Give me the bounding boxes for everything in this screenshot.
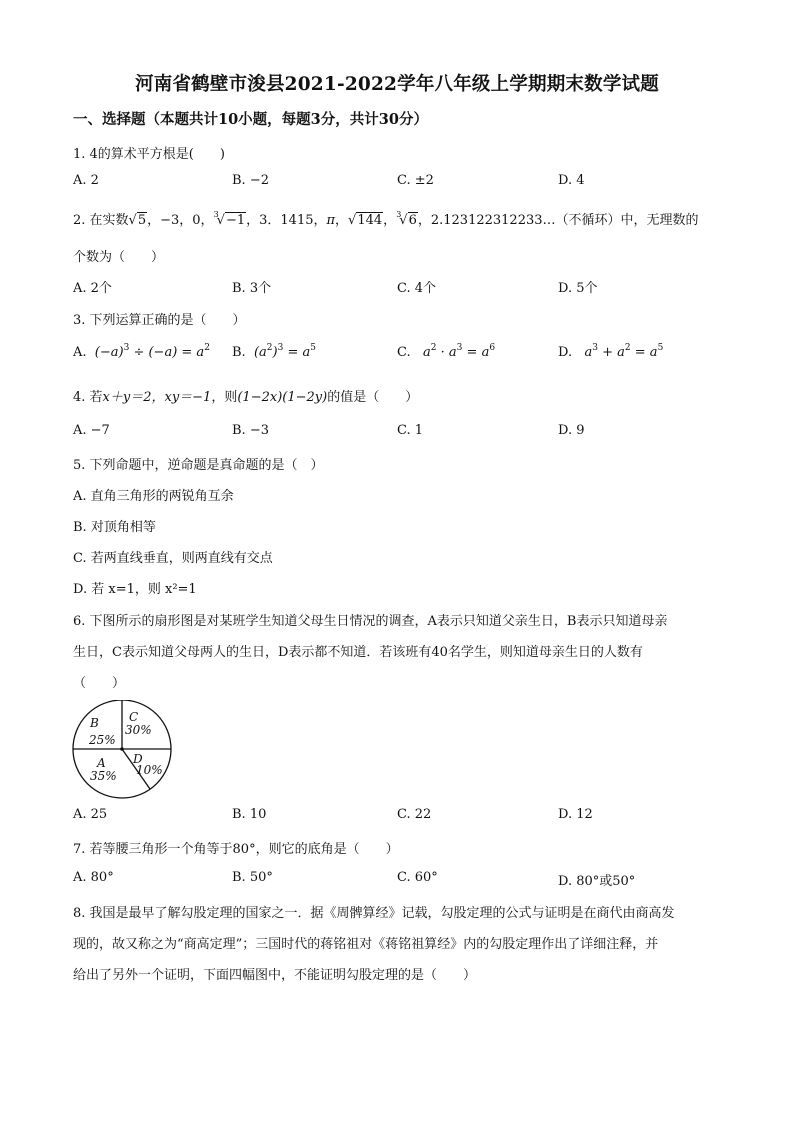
question-5-option-c: C. 若两直线垂直，则两直线有交点: [73, 551, 273, 566]
pie-percent-d: 10%: [136, 763, 163, 777]
question-5-option-d: D. 若 x=1，则 x²=1: [73, 582, 197, 597]
question-7-option-b: B. 50°: [232, 870, 273, 885]
question-4-option-c: C. 1: [397, 423, 424, 438]
question-4-stem: 4. 若x＋y＝2，xy＝−1，则(1−2x)(1−2y)的值是（ ）: [73, 390, 419, 405]
question-2-line-2: 个数为（ ）: [73, 250, 165, 265]
question-1-option-a: A. 2: [73, 173, 99, 188]
pie-chart: [70, 700, 176, 802]
question-7-option-d: D. 80°或50°: [558, 874, 636, 889]
question-6-option-a: A. 25: [73, 807, 108, 822]
question-6-line-2: 生日，C表示知道父母两人的生日，D表示都不知道．若该班有40名学生，则知道母亲生日的人数有: [73, 645, 643, 660]
question-6-line-1: 6. 下图所示的扇形图是对某班学生知道父母生日情况的调查，A表示只知道父亲生日，B表示只知道母亲: [73, 614, 668, 629]
pie-label-a: A: [97, 756, 106, 770]
question-2-option-d: D. 5个: [558, 281, 598, 296]
question-6-line-3: （ ）: [73, 676, 126, 691]
question-2-option-c: C. 4个: [397, 281, 437, 296]
question-5-option-b: B. 对顶角相等: [73, 520, 156, 535]
question-2-stem: 2. 在实数√5，−3，0，$^3$√−1，3．1415，π，√144，$^3$√6，2.123122312233…（不循环）中，无理数的: [73, 210, 699, 228]
question-1-stem: 1. 4的算术平方根是( ): [73, 147, 225, 162]
question-6-option-b: B. 10: [232, 807, 267, 822]
sqrt-symbol-icon: √: [348, 213, 357, 228]
question-3-stem: 3. 下列运算正确的是（ ）: [73, 313, 246, 328]
question-7-stem: 7. 若等腰三角形一个角等于80°，则它的底角是（ ）: [73, 842, 399, 857]
question-3-option-d: D. $a^3 + a^2 = a^5$: [558, 343, 664, 360]
question-4-option-a: A. −7: [73, 423, 110, 438]
cbrt-symbol-icon: √: [216, 213, 225, 228]
question-5-stem: 5. 下列命题中，逆命题是真命题的是（ ）: [73, 458, 324, 473]
question-1-option-c: C. ±2: [397, 173, 434, 188]
question-3-option-b: B. $(a^2)^3 = a^5$: [232, 343, 316, 360]
cbrt-symbol-icon: √: [399, 213, 408, 228]
question-8-line-2: 现的，故又称之为“商高定理”；三国时代的蒋铭祖对《蒋铭祖算经》内的勾股定理作出了详细注释，并: [73, 937, 659, 952]
question-2-option-b: B. 3个: [232, 281, 272, 296]
pie-percent-a: 35%: [90, 769, 117, 783]
question-1-option-b: B. −2: [232, 173, 269, 188]
question-8-line-3: 给出了另外一个证明，下面四幅图中，不能证明勾股定理的是（ ）: [73, 968, 477, 983]
question-5-option-a: A. 直角三角形的两锐角互余: [73, 489, 234, 504]
question-1-option-d: D. 4: [558, 173, 585, 188]
pie-label-b: B: [90, 716, 99, 730]
question-4-option-b: B. −3: [232, 423, 269, 438]
pie-center-dot: [120, 747, 124, 751]
sqrt-symbol-icon: √: [128, 213, 137, 228]
question-3-option-a: A. $(-a)^3 \div (-a) = a^2$: [73, 343, 210, 360]
pie-percent-c: 30%: [125, 723, 152, 737]
question-6-option-c: C. 22: [397, 807, 432, 822]
pie-label-d: D: [133, 752, 143, 766]
question-4-option-d: D. 9: [558, 423, 585, 438]
question-7-option-a: A. 80°: [73, 870, 114, 885]
question-2-option-a: A. 2个: [73, 281, 112, 296]
pie-percent-b: 25%: [89, 733, 116, 747]
question-3-option-c: C. $a^2 \cdot a^3 = a^6$: [397, 343, 496, 360]
page-title: 河南省鹤壁市浚县2021-2022学年八年级上学期期末数学试题: [135, 74, 659, 95]
section-heading: 一、选择题（本题共计10小题，每题3分，共计30分）: [73, 111, 428, 128]
question-7-option-c: C. 60°: [397, 870, 438, 885]
pie-label-c: C: [129, 710, 139, 724]
question-6-option-d: D. 12: [558, 807, 593, 822]
question-8-line-1: 8. 我国是最早了解勾股定理的国家之一．据《周髀算经》记载，勾股定理的公式与证明是在商代由商高发: [73, 906, 675, 921]
